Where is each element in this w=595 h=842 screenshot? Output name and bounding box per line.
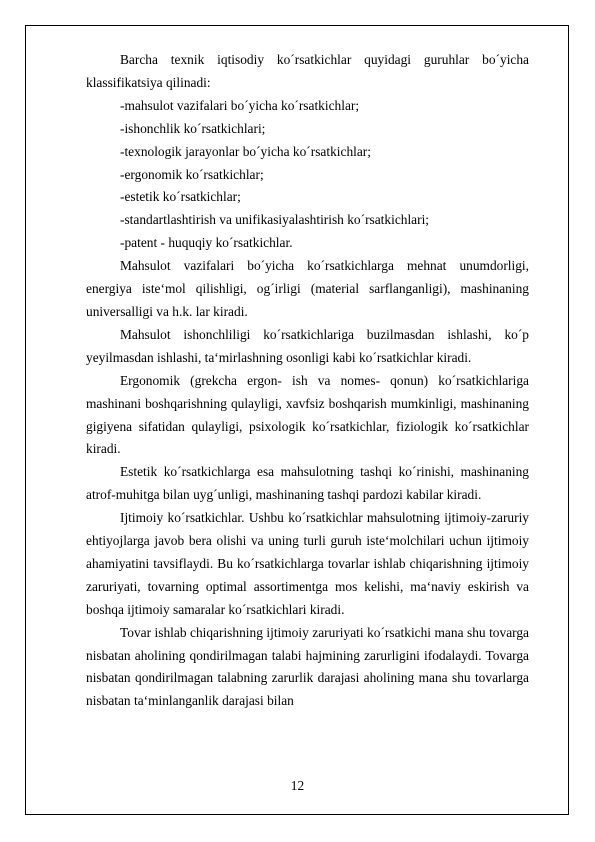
page-number: 12 bbox=[290, 778, 305, 793]
document-body bbox=[86, 49, 529, 713]
list-item: -standartlashtirish va unifikasiyalashtirish ko´rsatkichlari; bbox=[120, 212, 430, 228]
list-item: -ergonomik ko´rsatkichlar; bbox=[120, 166, 264, 182]
intro-paragraph: Barcha texnik iqtisodiy ko´rsatkichlar quyidagi guruhlar bo´yicha klassifikatsiya qilinadi: bbox=[86, 52, 529, 90]
paragraph-reliability: Mahsulot ishonchliligi ko´rsatkichlariga buzilmasdan ishlashi, ko´p yeyilmasdan ishlashi, ta‘mirlashning osonligi kabi ko´rsatkichlar kiradi. bbox=[86, 326, 529, 365]
paragraph-social: Ijtimoiy ko´rsatkichlar. Ushbu ko´rsatkichlar mahsulotning ijtimoiy-zaruriy ehtiyojlarga javob bera olishi va uning turli guruh iste‘molchilari uchun ijtimoiy ahamiyatini tavsiflaydi. Bu ko´rsatkichlarga tovarlar ishlab chiqarishning ijtimoiy zaruriyati, tovarning optimal assortimentga mos kelishi, ma‘naviy eskirish va boshqa ijtimoiy samaralar ko´rsatkichlari kiradi. bbox=[86, 510, 529, 617]
list-item: -patent - huquqiy ko´rsatkichlar. bbox=[120, 235, 293, 251]
list-item: -texnologik jarayonlar bo´yicha ko´rsatkichlar; bbox=[120, 143, 371, 159]
list-item: -mahsulot vazifalari bo´yicha ko´rsatkichlar; bbox=[120, 97, 360, 113]
paragraph-aesthetic: Estetik ko´rsatkichlarga esa mahsulotning tashqi ko´rinishi, mashinaning atrof-muhitga bilan uyg´unligi, mashinaning tashqi pardozi kabilar kiradi. bbox=[86, 464, 529, 503]
paragraph-social-necessity: Tovar ishlab chiqarishning ijtimoiy zaruriyati ko´rsatkichi mana shu tovarga nisbatan aholining qondirilmagan talabi hajmining zarurligini ifodalaydi. Tovarga nisbatan qondirilmagan talabning zarurlik darajasi aholining mana shu tovarlarga nisbatan ta‘minlanganlik darajasi bilan bbox=[86, 624, 529, 709]
list-item: -ishonchlik ko´rsatkichlari; bbox=[120, 120, 266, 136]
classification-list bbox=[86, 95, 529, 255]
list-item: -estetik ko´rsatkichlar; bbox=[120, 189, 241, 205]
paragraph-function-indicators: Mahsulot vazifalari bo´yicha ko´rsatkichlarga mehnat unumdorligi, energiya iste‘mol qilishligi, og´irligi (material sarflanganligi), mashinaning universalligi va h.k. lar kiradi. bbox=[86, 258, 529, 319]
paragraph-ergonomic: Ergonomik (grekcha ergon- ish va nomes- qonun) ko´rsatkichlariga mashinani boshqarishning qulayligi, xavfsiz boshqarish mumkinligi, mashinaning gigiyena sifatidan qulayligi, psixologik ko´rsatkichlar, fiziologik ko´rsatkichlar kiradi. bbox=[86, 372, 529, 457]
